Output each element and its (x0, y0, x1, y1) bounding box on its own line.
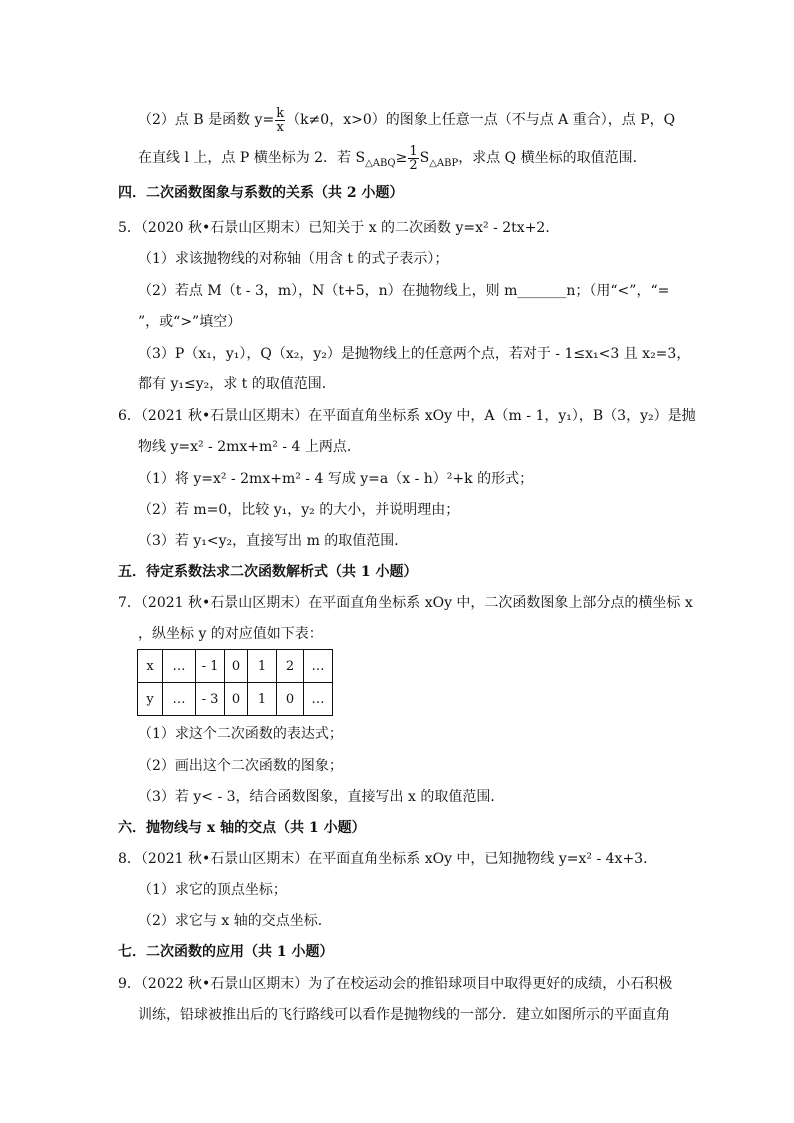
table-cell: … (163, 683, 196, 716)
table-cell: - 3 (196, 683, 225, 716)
question-5-part1: （1）求该抛物线的对称轴（用含 t 的式子表示）； (138, 251, 449, 267)
table-cell: x (138, 650, 163, 683)
text-segment: ，求点 Q 横坐标的取值范围． (458, 150, 647, 166)
table-cell: 2 (277, 650, 304, 683)
text-segment: S (419, 150, 430, 166)
question-6-stem-line1: 6．（2021 秋•石景山区期末）在平面直角坐标系 xOy 中，A（m - 1，y₁），B（3，y₂）是抛 (118, 408, 696, 424)
text-segment: ≥ (395, 150, 408, 166)
section-heading-4: 四．二次函数图象与系数的关系（共 2 小题） (118, 185, 404, 201)
fraction-numerator: 1 (409, 143, 418, 159)
question-7-stem-line2: ，纵坐标 y 的对应值如下表： (138, 626, 323, 642)
value-table (137, 649, 333, 716)
text-segment: （k≠0，x>0）的图象上任意一点（不与点 A 重合），点 P，Q (286, 112, 676, 128)
table-row (138, 683, 333, 716)
table-cell: … (163, 650, 196, 683)
table-cell: 0 (277, 683, 304, 716)
question-9-stem-line1: 9．（2022 秋•石景山区期末）为了在校运动会的推铅球项目中取得更好的成绩，小石积极 (118, 976, 673, 992)
question-8-part2: （2）求它与 x 轴的交点坐标． (138, 913, 332, 929)
question-8-part1: （1）求它的顶点坐标； (138, 882, 287, 898)
question-8-stem: 8．（2021 秋•石景山区期末）在平面直角坐标系 xOy 中，已知抛物线 y=x² - 4x+3． (118, 851, 658, 867)
q4-part2-line1 (138, 105, 675, 135)
subscript: △ABQ (365, 157, 396, 169)
table-cell: 0 (225, 650, 248, 683)
section-heading-7: 七．二次函数的应用（共 1 小题） (118, 944, 334, 960)
question-7-stem-line1: 7．（2021 秋•石景山区期末）在平面直角坐标系 xOy 中，二次函数图象上部分点的横坐标 x (118, 595, 693, 611)
question-9-stem-line2: 训练，铅球被推出后的飞行路线可以看作是抛物线的一部分．建立如图所示的平面直角 (138, 1007, 670, 1023)
question-7-part2: （2）画出这个二次函数的图象； (138, 758, 343, 774)
question-7-part3: （3）若 y< - 3，结合函数图象，直接写出 x 的取值范围． (138, 789, 505, 805)
question-5-part2-line1: （2）若点 M（t - 3，m），N（t+5，n）在抛物线上，则 m_______n；（用“<”，“= (138, 283, 670, 299)
table-cell: … (304, 683, 333, 716)
text-segment: （2）点 B 是函数 y= (138, 112, 275, 128)
question-6-part2: （2）若 m=0，比较 y₁，y₂ 的大小，并说明理由； (138, 502, 460, 518)
subscript: △ABP (429, 157, 459, 169)
question-5-part2-line2: ”，或“>”填空） (138, 314, 242, 330)
fraction-k-over-x (275, 107, 285, 134)
question-6-stem-line2: 物线 y=x² - 2mx+m² - 4 上两点． (138, 439, 361, 455)
fraction-denominator: 2 (409, 157, 418, 173)
question-5-part3-line1: （3）P（x₁，y₁），Q（x₂，y₂）是抛物线上的任意两个点，若对于 - 1≤x₁<3 且 x₂=3， (138, 346, 691, 362)
table-cell: 1 (248, 683, 277, 716)
question-6-part3: （3）若 y₁<y₂，直接写出 m 的取值范围． (138, 533, 409, 549)
table-row (138, 650, 333, 683)
table-cell: 1 (248, 650, 277, 683)
text-segment: 在直线 l 上，点 P 横坐标为 2．若 S (138, 150, 366, 166)
section-heading-5: 五．待定系数法求二次函数解析式（共 1 小题） (118, 564, 418, 580)
table-cell: y (138, 683, 163, 716)
table-cell: … (304, 650, 333, 683)
table-cell: - 1 (196, 650, 225, 683)
fraction-denominator: x (276, 119, 284, 135)
fraction-numerator: k (276, 105, 285, 121)
section-heading-6: 六．抛物线与 x 轴的交点（共 1 小题） (118, 820, 366, 836)
question-5-part3-line2: 都有 y₁≤y₂，求 t 的取值范围． (138, 376, 336, 392)
fraction-one-half (408, 145, 418, 172)
table-cell: 0 (225, 683, 248, 716)
question-5-stem: 5．（2020 秋•石景山区期末）已知关于 x 的二次函数 y=x² - 2tx+2． (118, 220, 560, 236)
question-7-part1: （1）求这个二次函数的表达式； (138, 726, 343, 742)
q4-part2-line2 (138, 143, 647, 179)
question-6-part1: （1）将 y=x² - 2mx+m² - 4 写成 y=a（x - h）²+k 的形式； (138, 471, 534, 487)
